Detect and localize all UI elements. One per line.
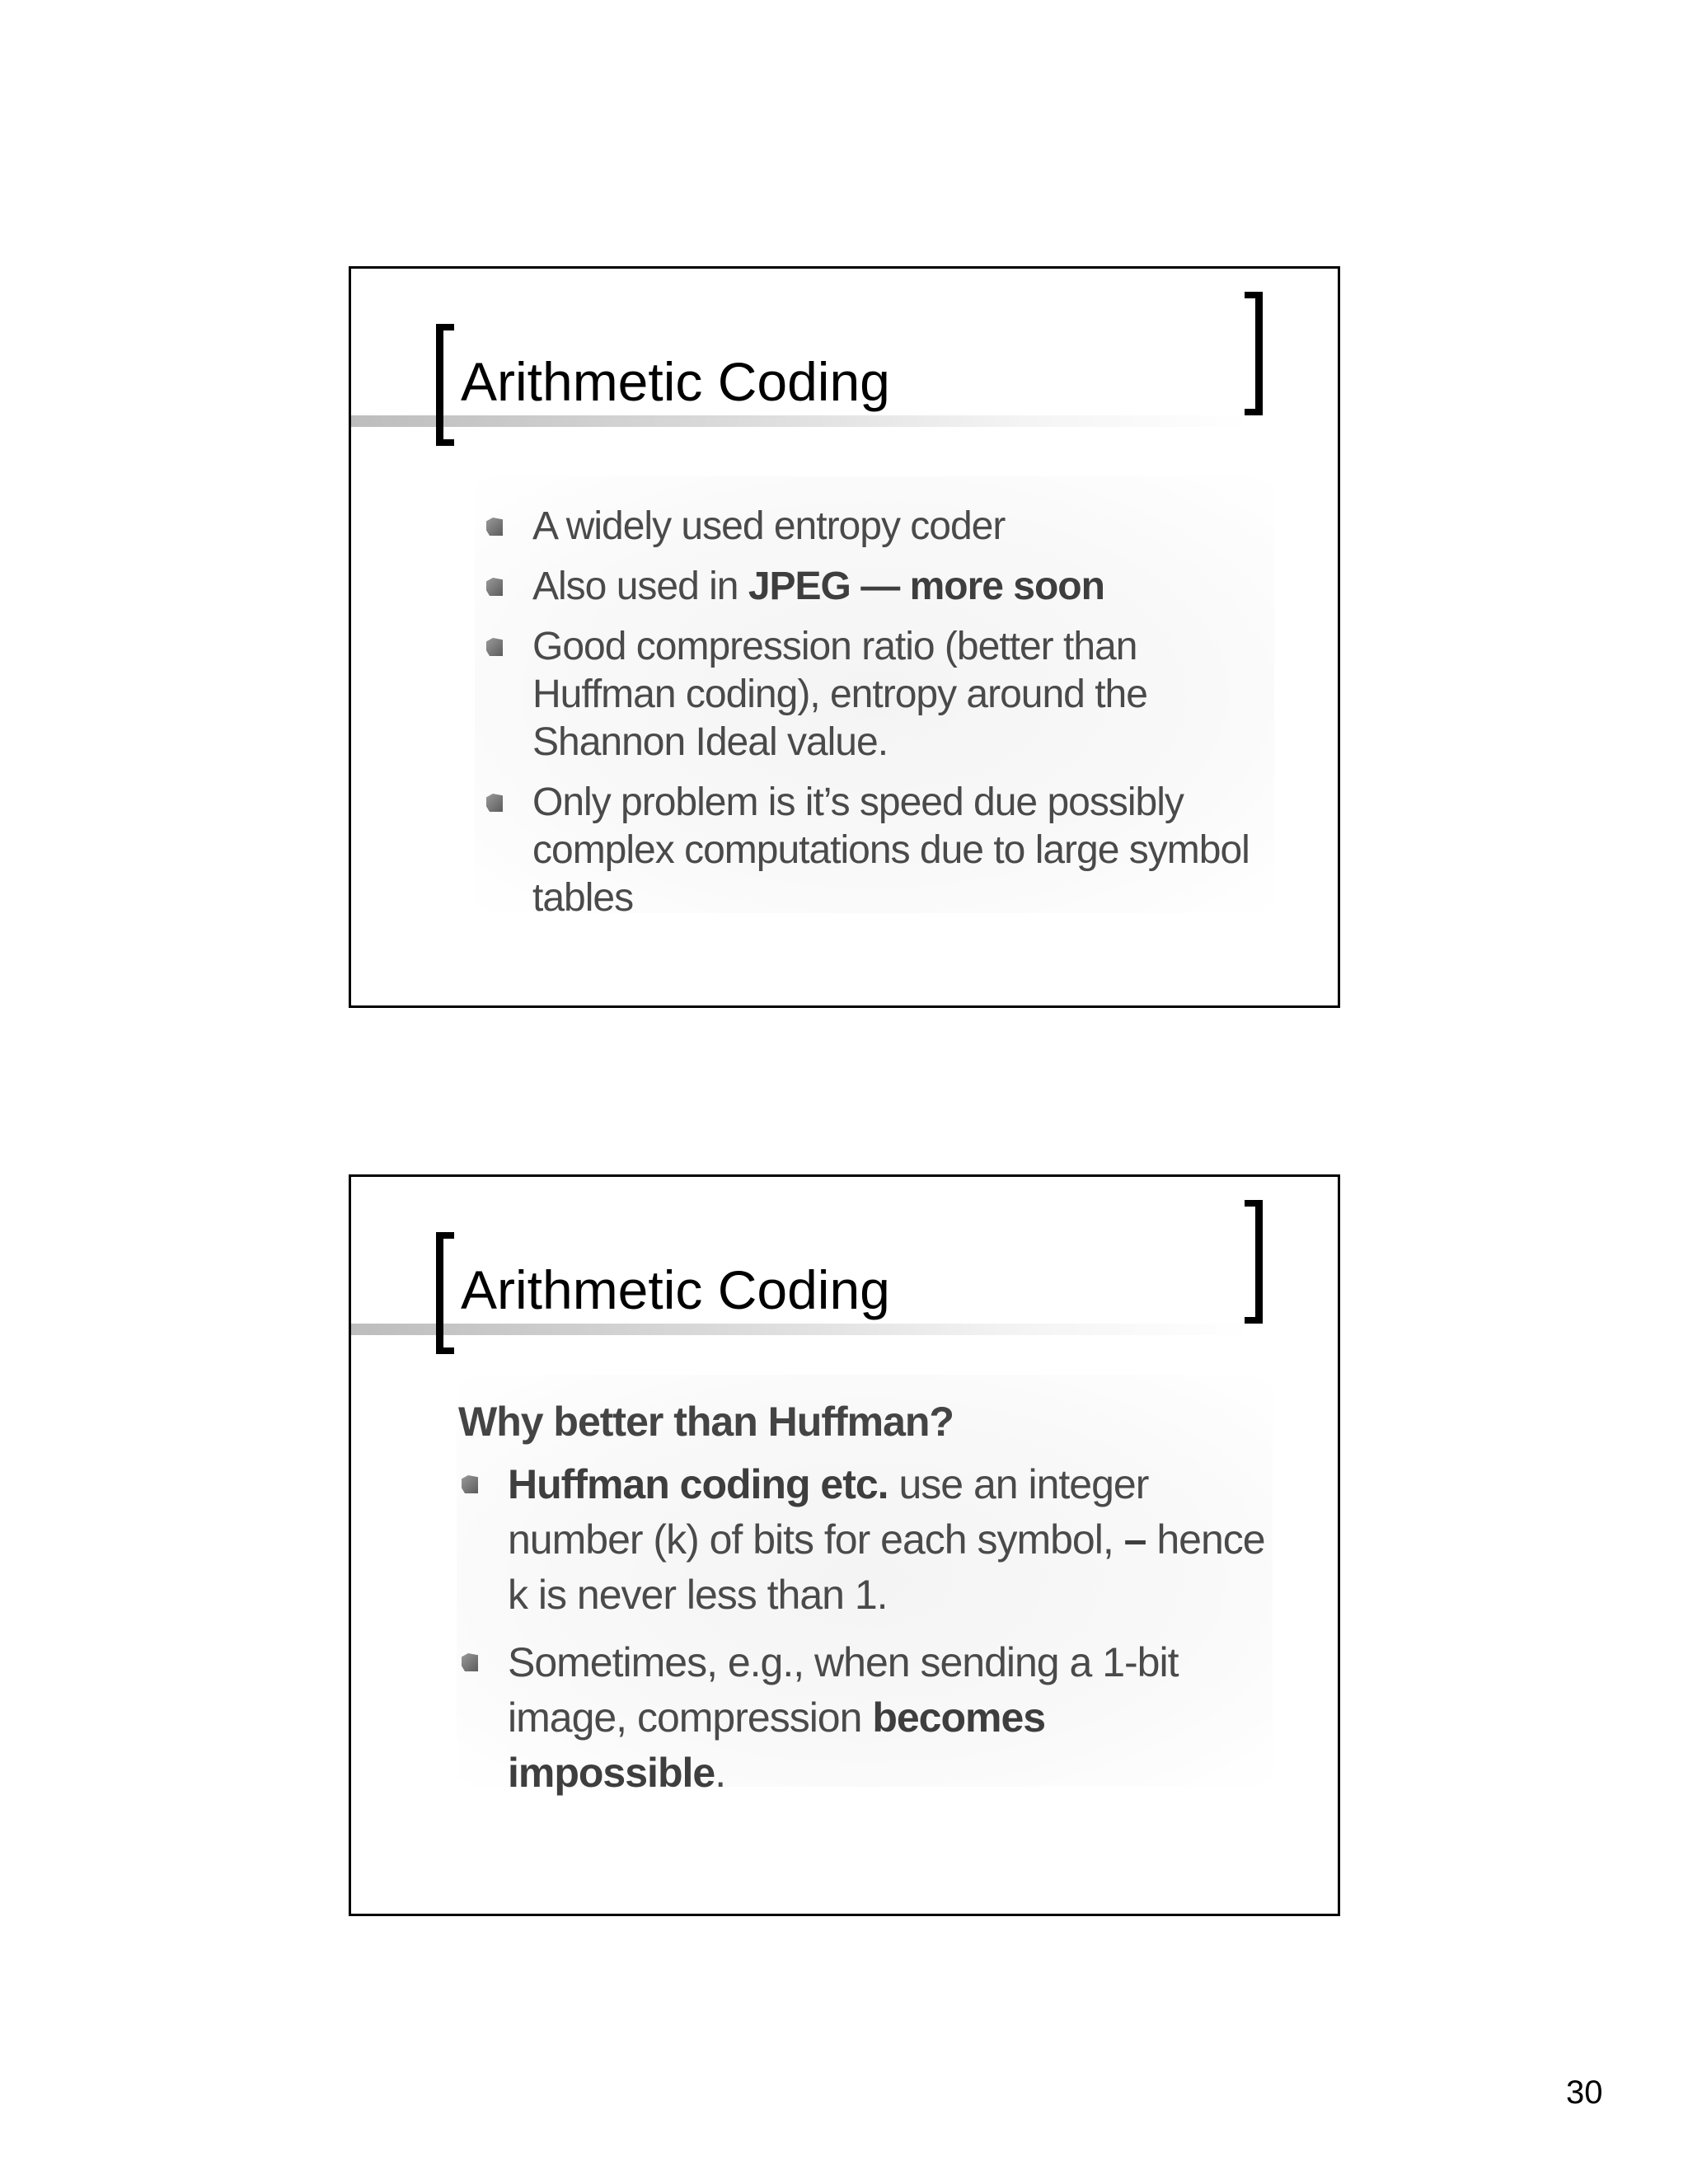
bullet-icon [486, 518, 503, 536]
bullet-text: Good compression ratio (better than Huffman coding), entropy around the Shannon Ideal value. [532, 625, 1147, 764]
slide-1 [349, 266, 1340, 1008]
title-underline [351, 1324, 1250, 1335]
bullet-icon [486, 638, 503, 656]
slide-title: Arithmetic Coding [461, 351, 890, 412]
page-number: 30 [1566, 2074, 1603, 2111]
bullet-text-bold: JPEG — more soon [748, 565, 1104, 608]
bullet-text: hence k is never less than 1. [508, 1516, 1265, 1618]
bullet-item [483, 503, 1258, 551]
bullet-list [458, 1457, 1266, 1813]
bullet-text: A widely used entropy coder [532, 504, 1006, 548]
bullet-icon [462, 1653, 478, 1671]
bullet-list [483, 503, 1258, 935]
bullet-text: Sometimes, e.g., when sending a 1-bit image, compression [508, 1639, 1179, 1741]
bullet-item [483, 563, 1258, 611]
bullet-text-bold: – [1123, 1516, 1146, 1563]
bullet-item [483, 779, 1258, 922]
slide-2 [349, 1174, 1340, 1916]
right-bracket-decoration [1245, 1200, 1263, 1324]
bullet-icon [486, 794, 503, 812]
bullet-text: Also used in [532, 565, 748, 608]
left-bracket-decoration [436, 1232, 454, 1354]
left-bracket-decoration [436, 324, 454, 446]
bullet-text: use an integer number (k) of bits for each symbol, [508, 1461, 1149, 1563]
bullet-icon [486, 578, 503, 596]
bullet-icon [462, 1475, 478, 1493]
bullet-text: . [715, 1750, 726, 1796]
title-underline [351, 415, 1250, 427]
bullet-text: Only problem is it’s speed due possibly complex computations due to large symbol tables [532, 780, 1250, 920]
bullet-item [458, 1635, 1266, 1801]
bullet-item [458, 1457, 1266, 1623]
bullet-text-bold: Huffman coding etc. [508, 1461, 889, 1507]
bullet-item [483, 623, 1258, 766]
slide-title: Arithmetic Coding [461, 1259, 890, 1320]
right-bracket-decoration [1245, 292, 1263, 415]
slide-subheading: Why better than Huffman? [458, 1399, 954, 1445]
bullet-text-bold: becomes impossible [508, 1694, 1046, 1796]
